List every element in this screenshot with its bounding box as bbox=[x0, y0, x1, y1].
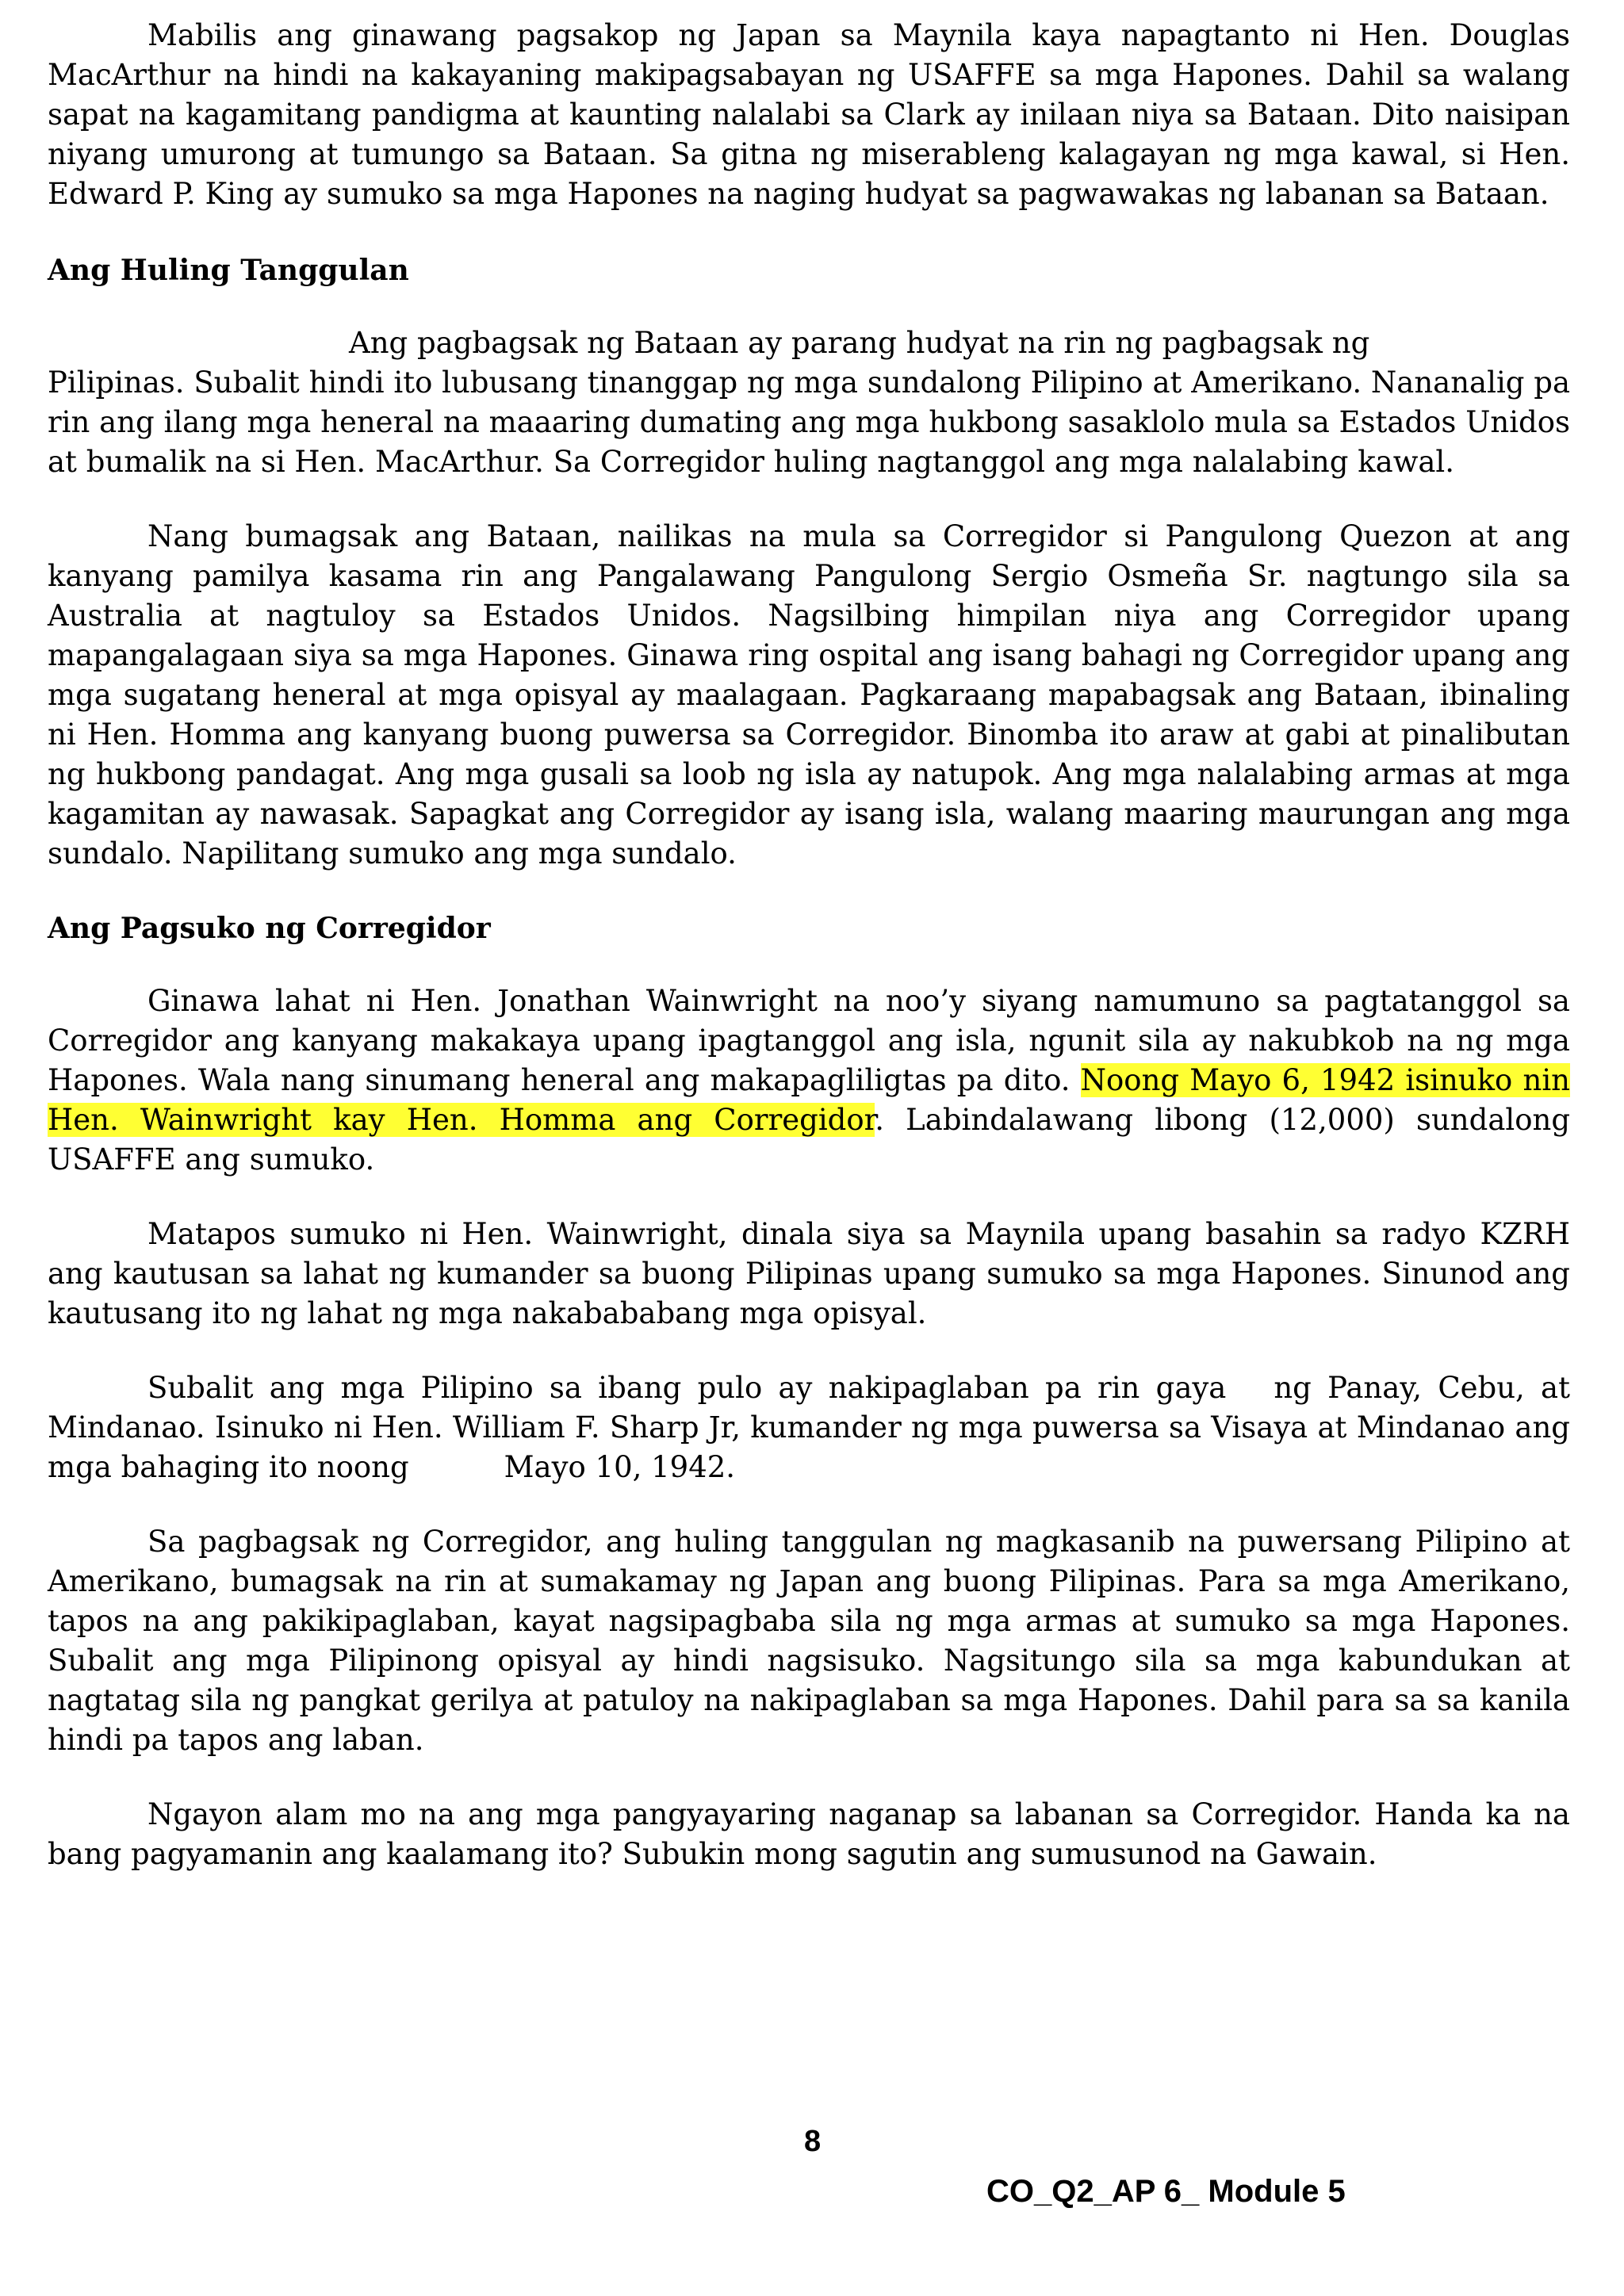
paragraph-4-before: Ginawa lahat ni Hen. Jonathan Wainwright na noo’y siyang namumuno sa pagtatanggol sa Corregidor ang kanyang makakaya upang ipagtanggol ang isla, ngunit sila ay nakubkob na ng mga Hapones. Wala nang sinumang heneral ang makapagliligtas pa dito. bbox=[48, 984, 1570, 1097]
paragraph-1: Mabilis ang ginawang pagsakop ng Japan sa Maynila kaya napagtanto ni Hen. Douglas MacArthur na hindi na kakayaning makipagsabayan ng USAFFE sa mga Hapones. Dahil sa walang sapat na kagamitang pandigma at kaunting nalalabi sa Clark ay inilaan niya sa Bataan. Dito naisipan niyang umurong at tumungo sa Bataan. Sa gitna ng miserableng kalagayan ng mga kawal, si Hen. Edward P. King ay sumuko sa mga Hapones na naging hudyat sa pagwawakas ng labanan sa Bataan. bbox=[48, 18, 1570, 211]
heading-huling-tanggulan: Ang Huling Tanggulan bbox=[48, 254, 409, 287]
paragraph-2-first-line: Ang pagbagsak ng Bataan ay parang hudyat na rin ng pagbagsak ng bbox=[349, 326, 1370, 360]
paragraph-4-after: . Labindalawang libong (12,000) sundalong USAFFE ang sumuko. bbox=[48, 1103, 1571, 1177]
paragraph-6-part-3: Mayo 10, 1942. bbox=[504, 1450, 736, 1484]
paragraph-4 bbox=[48, 982, 1570, 1180]
paragraph-6-part-2: ng Panay, Cebu, at Mindanao. Isinuko ni Hen. William F. Sharp Jr, kumander ng mga puwersa sa Visaya at Mindanao ang mga bahaging ito noong bbox=[48, 1371, 1570, 1484]
document-page bbox=[48, 16, 1570, 1909]
paragraph-8: Ngayon alam mo na ang mga pangyayaring naganap sa labanan sa Corregidor. Handa ka na bang pagyamanin ang kaalamang ito? Subukin mong sagutin ang sumusunod na Gawain. bbox=[48, 1797, 1570, 1871]
heading-pagsuko-ng-corregidor: Ang Pagsuko ng Corregidor bbox=[48, 912, 491, 945]
paragraph-7: Sa pagbagsak ng Corregidor, ang huling tanggulan ng magkasanib na puwersang Pilipino at Amerikano, bumagsak na rin at sumakamay ng Japan ang buong Pilipinas. Para sa mga Amerikano, tapos na ang pakikipaglaban, kayat nagsipagbaba sila ng mga armas at sumuko sa mga Hapones. Subalit ang mga Pilipinong opisyal ay hindi nagsisuko. Nagsitungo sila sa mga kabundukan at nagtatag sila ng pangkat gerilya at patuloy na nakipaglaban sa mga Hapones. Dahil para sa sa kanila hindi pa tapos ang laban. bbox=[48, 1525, 1570, 1757]
paragraph-2-rest: Pilipinas. Subalit hindi ito lubusang tinanggap ng mga sundalong Pilipino at Amerikano. Nananalig pa rin ang ilang mga heneral na maaaring dumating ang mga hukbong sasaklolo mula sa Estados Unidos at bumalik na si Hen. MacArthur. Sa Corregidor huling nagtanggol ang mga nalalabing kawal. bbox=[48, 365, 1570, 479]
page-number: 8 bbox=[804, 2125, 822, 2158]
paragraph-5: Matapos sumuko ni Hen. Wainwright, dinala siya sa Maynila upang basahin sa radyo KZRH ang kautusan sa lahat ng kumander sa buong Pilipinas upang sumuko sa mga Hapones. Sinunod ang kautusang ito ng lahat ng mga nakabababang mga opisyal. bbox=[48, 1217, 1570, 1330]
paragraph-2 bbox=[48, 323, 1570, 482]
highlighted-text: Noong Mayo 6, 1942 isinuko nin Hen. Wainwright kay Hen. Homma ang Corregidor bbox=[48, 1063, 1570, 1137]
paragraph-3: Nang bumagsak ang Bataan, nailikas na mula sa Corregidor si Pangulong Quezon at ang kanyang pamilya kasama rin ang Pangalawang Pangulong Sergio Osmeña Sr. nagtungo sila sa Australia at nagtuloy sa Estados Unidos. Nagsilbing himpilan niya ang Corregidor upang mapangalagaan siya sa mga Hapones. Ginawa ring ospital ang isang bahagi ng Corregidor upang ang mga sugatang heneral at mga opisyal ay maalagaan. Pagkaraang mapabagsak ang Bataan, ibinaling ni Hen. Homma ang kanyang buong puwersa sa Corregidor. Binomba ito araw at gabi at pinalibutan ng hukbong pandagat. Ang mga gusali sa loob ng isla ay natupok. Ang mga nalalabing armas at mga kagamitan ay nawasak. Sapagkat ang Corregidor ay isang isla, walang maaring maurungan ang mga sundalo. Napilitang sumuko ang mga sundalo. bbox=[48, 519, 1570, 871]
paragraph-6 bbox=[48, 1368, 1570, 1487]
paragraph-6-part-1: Subalit ang mga Pilipino sa ibang pulo ay nakipaglaban pa rin gaya bbox=[147, 1371, 1227, 1405]
module-code: CO_Q2_AP 6_ Module 5 bbox=[986, 2174, 1346, 2209]
